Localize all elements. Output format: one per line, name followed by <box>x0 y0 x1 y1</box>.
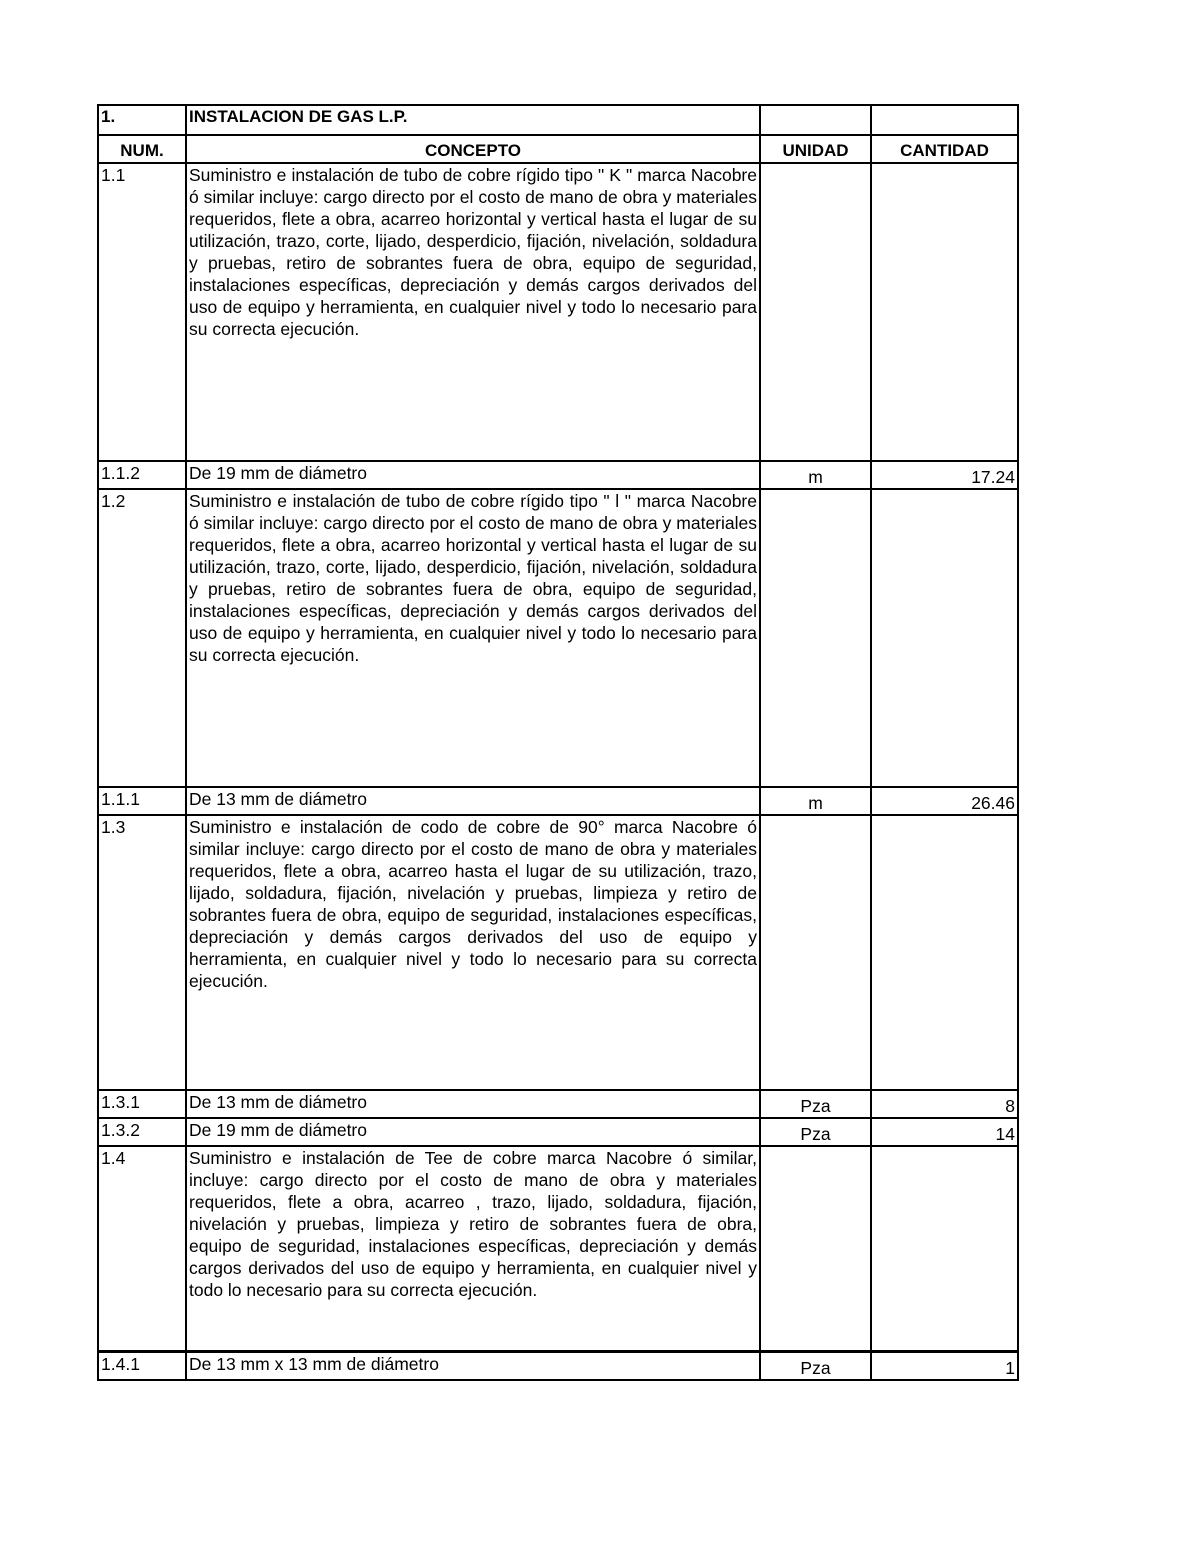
row-concepto: Suministro e instalación de Tee de cobre marca Nacobre ó similar, incluye: cargo directo por el costo de mano de obra y materiales requeridos, flete a obra, acarreo , trazo, lijado, soldadura, fijación, nivelación y pruebas, limpieza y retiro de sobrantes fuera de obra, equipo de seguridad, instalaciones específicas, depreciación y demás cargos derivados del uso de equipo y herramienta, en cualquier nivel y todo lo necesario para su correcta ejecución. <box>186 1146 760 1352</box>
row-num: 1.3 <box>98 815 186 1090</box>
row-concepto: De 13 mm de diámetro <box>186 1090 760 1118</box>
table-row <box>98 489 1018 787</box>
row-unidad: m <box>760 461 871 489</box>
row-unidad: m <box>760 787 871 815</box>
row-unidad: Pza <box>760 1118 871 1146</box>
header-row <box>98 135 1018 163</box>
row-unidad: Pza <box>760 1090 871 1118</box>
row-cantidad: 8 <box>871 1090 1018 1118</box>
row-cantidad: 1 <box>871 1352 1018 1381</box>
table-row <box>98 787 1018 815</box>
table-row <box>98 815 1018 1090</box>
table-row <box>98 1118 1018 1146</box>
row-cantidad: 26.46 <box>871 787 1018 815</box>
header-num: NUM. <box>98 135 186 163</box>
row-num: 1.3.2 <box>98 1118 186 1146</box>
row-unidad <box>760 815 871 1090</box>
table-row <box>98 461 1018 489</box>
section-title-row <box>98 105 1018 135</box>
row-cantidad: 17.24 <box>871 461 1018 489</box>
section-number: 1. <box>98 105 186 135</box>
row-cantidad <box>871 163 1018 461</box>
row-concepto: De 19 mm de diámetro <box>186 1118 760 1146</box>
header-concepto: CONCEPTO <box>186 135 760 163</box>
row-num: 1.4.1 <box>98 1352 186 1381</box>
row-cantidad: 14 <box>871 1118 1018 1146</box>
row-concepto: Suministro e instalación de tubo de cobre rígido tipo " l " marca Nacobre ó similar incluye: cargo directo por el costo de mano de obra y materiales requeridos, flete a obra, acarreo horizontal y vertical hasta el lugar de su utilización, trazo, corte, lijado, desperdicio, fijación, nivelación, soldadura y pruebas, retiro de sobrantes fuera de obra, equipo de seguridad, instalaciones específicas, depreciación y demás cargos derivados del uso de equipo y herramienta, en cualquier nivel y todo lo necesario para su correcta ejecución. <box>186 489 760 787</box>
header-unidad: UNIDAD <box>760 135 871 163</box>
row-unidad <box>760 1146 871 1352</box>
row-concepto: De 13 mm de diámetro <box>186 787 760 815</box>
row-unidad <box>760 163 871 461</box>
header-cantidad: CANTIDAD <box>871 135 1018 163</box>
row-unidad: Pza <box>760 1352 871 1381</box>
table-row <box>98 163 1018 461</box>
row-num: 1.2 <box>98 489 186 787</box>
row-num: 1.3.1 <box>98 1090 186 1118</box>
empty-cell <box>760 105 871 135</box>
row-cantidad <box>871 1146 1018 1352</box>
table-row <box>98 1352 1018 1381</box>
row-num: 1.1 <box>98 163 186 461</box>
row-cantidad <box>871 489 1018 787</box>
row-concepto: De 19 mm de diámetro <box>186 461 760 489</box>
table-row <box>98 1090 1018 1118</box>
budget-table <box>97 104 1019 1381</box>
section-title: INSTALACION DE GAS L.P. <box>186 105 760 135</box>
row-concepto: Suministro e instalación de codo de cobre de 90° marca Nacobre ó similar incluye: cargo directo por el costo de mano de obra y materiales requeridos, flete a obra, acarreo hasta el lugar de su utilización, trazo, lijado, soldadura, fijación, nivelación y pruebas, limpieza y retiro de sobrantes fuera de obra, equipo de seguridad, instalaciones específicas, depreciación y demás cargos derivados del uso de equipo y herramienta, en cualquier nivel y todo lo necesario para su correcta ejecución. <box>186 815 760 1090</box>
empty-cell <box>871 105 1018 135</box>
table-row <box>98 1146 1018 1352</box>
row-concepto: Suministro e instalación de tubo de cobre rígido tipo " K " marca Nacobre ó similar incluye: cargo directo por el costo de mano de obra y materiales requeridos, flete a obra, acarreo horizontal y vertical hasta el lugar de su utilización, trazo, corte, lijado, desperdicio, fijación, nivelación, soldadura y pruebas, retiro de sobrantes fuera de obra, equipo de seguridad, instalaciones específicas, depreciación y demás cargos derivados del uso de equipo y herramienta, en cualquier nivel y todo lo necesario para su correcta ejecución. <box>186 163 760 461</box>
row-unidad <box>760 489 871 787</box>
row-num: 1.4 <box>98 1146 186 1352</box>
row-num: 1.1.1 <box>98 787 186 815</box>
row-cantidad <box>871 815 1018 1090</box>
row-num: 1.1.2 <box>98 461 186 489</box>
row-concepto: De 13 mm x 13 mm de diámetro <box>186 1352 760 1381</box>
